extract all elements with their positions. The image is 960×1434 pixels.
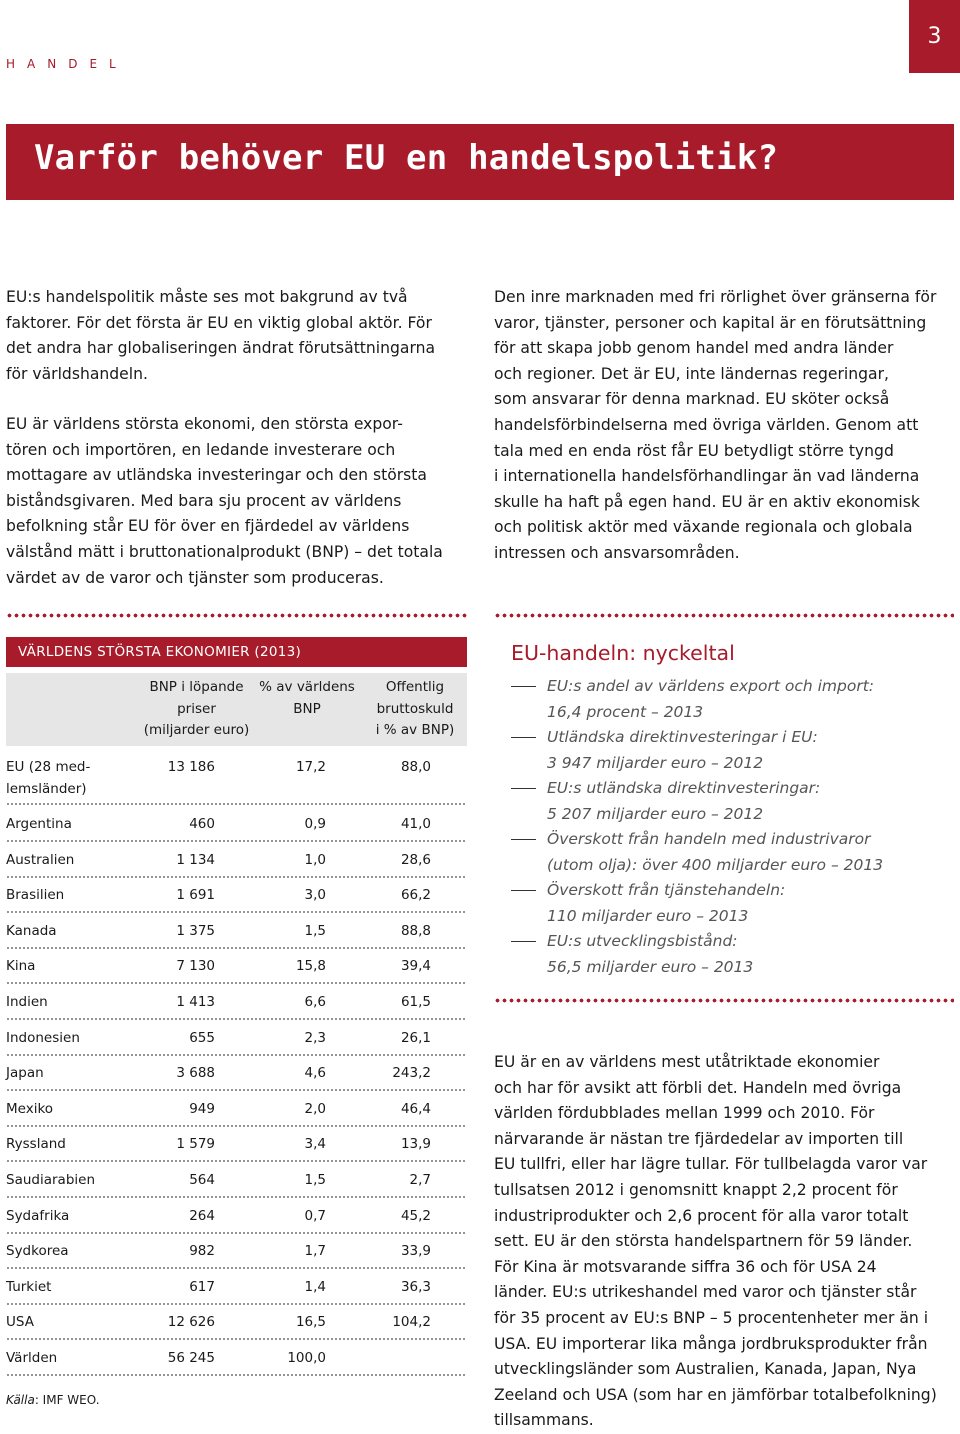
share-value: 15,8 <box>295 958 326 975</box>
title-banner <box>6 124 954 200</box>
text-line: tören och importören, en ledande investerare och <box>6 440 396 459</box>
keyfigure-item <box>511 674 951 725</box>
debt-value: 104,2 <box>392 1314 431 1331</box>
country-name <box>6 1170 95 1192</box>
source-value: : IMF WEO. <box>34 1393 100 1407</box>
country-name <box>6 1312 34 1334</box>
text-line: tullsatsen 2012 i genomsnitt knappt 2,2 procent för <box>494 1180 898 1199</box>
text-line: och regioner. Det är EU, inte ländernas regeringar, <box>494 364 889 383</box>
gdp-value: 56 245 <box>167 1350 215 1366</box>
row-divider <box>6 1125 467 1127</box>
country-name <box>6 1063 44 1085</box>
debt-value: 61,5 <box>400 994 431 1010</box>
gdp-value: 617 <box>189 1278 215 1295</box>
table-source <box>6 1393 100 1407</box>
country-name-line: Ryssland <box>6 1136 66 1153</box>
text-line: och har för avsikt att förbli det. Handeln med övriga <box>494 1078 902 1097</box>
text-line: i internationella handelsförhandlingar än vad länderna <box>494 467 920 486</box>
debt-value: 33,9 <box>400 1243 431 1260</box>
share-value: 2,0 <box>304 1100 326 1117</box>
debt-value: 2,7 <box>409 1172 431 1188</box>
share-value: 3,4 <box>304 1136 326 1153</box>
header-line: % av världens <box>259 679 355 695</box>
gdp-value: 3 688 <box>176 1065 215 1082</box>
country-name-line: Kina <box>6 958 36 975</box>
share-value: 1,4 <box>304 1278 326 1295</box>
country-name <box>6 1277 51 1299</box>
keyfigure-value: 16,4 procent – 2013 <box>547 702 704 721</box>
keyfigure-value: 3 947 miljarder euro – 2012 <box>547 753 764 772</box>
dash-icon <box>511 890 536 891</box>
keyfigure-item <box>511 929 951 980</box>
share-value: 16,5 <box>295 1314 326 1331</box>
keyfigure-value: 5 207 miljarder euro – 2012 <box>547 804 764 823</box>
keyfigure-item <box>511 776 951 827</box>
dash-icon <box>511 737 536 738</box>
country-name-line: Indien <box>6 994 48 1010</box>
row-divider <box>6 1338 467 1340</box>
share-value: 1,7 <box>304 1243 326 1260</box>
keyfigures-list <box>511 674 951 980</box>
gdp-value: 1 579 <box>176 1136 215 1153</box>
gdp-value: 12 626 <box>167 1314 215 1331</box>
keyfigure-value: 110 miljarder euro – 2013 <box>547 906 749 925</box>
dash-icon <box>511 788 536 789</box>
header-line: BNP <box>293 700 321 717</box>
text-line: värdet av de varor och tjänster som produceras. <box>6 568 384 587</box>
gdp-value: 982 <box>189 1243 215 1260</box>
debt-value: 243,2 <box>392 1065 431 1082</box>
row-divider <box>6 1089 467 1091</box>
debt-value: 28,6 <box>400 851 431 868</box>
share-value: 4,6 <box>304 1065 326 1082</box>
gdp-value: 655 <box>189 1029 215 1046</box>
section-label: HANDEL <box>6 57 128 71</box>
dash-icon <box>511 941 536 942</box>
text-line: EU tullfri, eller har lägre tullar. För tullbelagda varor var <box>494 1155 928 1174</box>
share-value: 100,0 <box>287 1350 326 1366</box>
row-divider <box>6 947 467 949</box>
text-line: Zeeland och USA (som har en jämförbar totalbefolkning) <box>494 1385 937 1404</box>
country-name <box>6 1206 69 1228</box>
text-line: som ansvarar för denna marknad. EU sköter också <box>494 390 890 409</box>
right-p2 <box>494 1050 954 1434</box>
text-line: utvecklingsländer som Australien, Kanada, Japan, Nya <box>494 1360 917 1379</box>
debt-value: 13,9 <box>400 1136 431 1153</box>
keyfigure-label: Överskott från handeln med industrivaror <box>547 830 871 848</box>
row-divider <box>6 1054 467 1056</box>
row-divider <box>6 1160 467 1162</box>
table-header-gdp <box>142 673 251 746</box>
country-name <box>6 757 90 800</box>
dotted-divider <box>494 998 954 1003</box>
share-value: 0,7 <box>304 1207 326 1224</box>
page-number: 3 <box>909 0 960 73</box>
country-name <box>6 956 35 978</box>
text-line: länder. EU:s utrikeshandel med varor och tjänster står <box>494 1283 917 1302</box>
keyfigure-label: EU:s utländska direktinvesteringar: <box>547 779 821 797</box>
gdp-value: 1 134 <box>176 851 215 868</box>
row-divider <box>6 1267 467 1269</box>
country-name <box>6 885 64 907</box>
text-line: EU är en av världens mest utåtriktade ekonomier <box>494 1053 880 1071</box>
right-p1 <box>494 285 954 567</box>
share-value: 1,0 <box>304 851 326 868</box>
share-value: 6,6 <box>304 994 326 1010</box>
debt-value: 88,0 <box>400 759 431 775</box>
gdp-value: 1 691 <box>176 887 215 904</box>
row-divider <box>6 1232 467 1234</box>
debt-value: 88,8 <box>400 922 431 939</box>
text-line: världen fördubblades mellan 1999 och 2010. För <box>494 1104 875 1123</box>
text-line: tala med en enda röst får EU betydligt större tyngd <box>494 441 894 460</box>
country-name-line: USA <box>6 1314 34 1331</box>
keyfigure-label: EU:s utvecklingsbistånd: <box>547 932 738 950</box>
country-name-line: lemsländer) <box>6 780 87 797</box>
text-line: för att skapa jobb genom handel med andra länder <box>494 339 894 358</box>
left-paragraph-2 <box>6 412 468 591</box>
country-name-line: Australien <box>6 851 75 868</box>
country-name-line: EU (28 med- <box>6 759 91 775</box>
country-name <box>6 1348 57 1370</box>
header-line: Offentlig <box>385 679 445 695</box>
text-line: och politisk aktör med växande regionala och globala <box>494 518 913 537</box>
share-value: 1,5 <box>304 1172 326 1188</box>
text-line: För Kina är motsvarande siffra 36 och för USA 24 <box>494 1257 877 1276</box>
text-line: för 35 procent av EU:s BNP – 5 procentenheter mer än i <box>494 1308 929 1327</box>
keyfigure-item <box>511 827 951 878</box>
text-line: skulle ha haft på egen hand. EU är en aktiv ekonomisk <box>494 492 920 511</box>
country-name-line: Kanada <box>6 922 57 939</box>
country-name <box>6 1099 53 1121</box>
country-name-line: Sydafrika <box>6 1207 70 1224</box>
row-divider <box>6 1374 467 1376</box>
text-line: varor, tjänster, personer och kapital är en förutsättning <box>494 313 927 332</box>
debt-value: 39,4 <box>400 958 431 975</box>
row-divider <box>6 803 467 805</box>
dotted-divider <box>6 613 467 618</box>
right-paragraph-2 <box>494 1050 954 1434</box>
keyfigure-label: Utländska direktinvesteringar i EU: <box>547 728 818 746</box>
text-line: mottagare av utländska investeringar och den största <box>6 466 427 485</box>
keyfigure-item <box>511 878 951 929</box>
country-name <box>6 1241 69 1263</box>
keyfigure-value: (utom olja): över 400 miljarder euro – 2013 <box>547 855 884 874</box>
country-name-line: Världen <box>6 1350 58 1366</box>
header-line: priser <box>177 700 216 717</box>
dotted-divider <box>494 613 954 618</box>
source-label: Källa <box>6 1393 35 1407</box>
share-value: 1,5 <box>304 922 326 939</box>
text-line: handelsförbindelserna med övriga världen. Genom att <box>494 415 919 434</box>
country-name-line: Brasilien <box>6 887 65 904</box>
country-name-line: Mexiko <box>6 1100 54 1117</box>
text-line: biståndsgivaren. Med bara sju procent av världens <box>6 491 402 510</box>
text-line: USA. EU importerar lika många jordbruksprodukter från <box>494 1334 928 1353</box>
keyfigures-title: EU-handeln: nyckeltal <box>511 641 735 665</box>
gdp-value: 264 <box>189 1207 215 1224</box>
text-line: tillsammans. <box>494 1411 594 1430</box>
text-line: Den inre marknaden med fri rörlighet över gränserna för <box>494 288 937 306</box>
left-p2 <box>6 412 468 591</box>
header-line: BNP i löpande <box>149 679 244 695</box>
country-name-line: Japan <box>6 1065 44 1082</box>
text-line: faktorer. För det första är EU en viktig global aktör. För <box>6 313 432 332</box>
country-name-line: Indonesien <box>6 1029 80 1046</box>
dash-icon <box>511 839 536 840</box>
table-header-debt <box>363 673 467 746</box>
left-p1 <box>6 285 468 387</box>
right-paragraph-1 <box>494 285 954 567</box>
dash-icon <box>511 686 536 687</box>
gdp-value: 460 <box>189 816 215 832</box>
text-line: för världshandeln. <box>6 364 148 383</box>
left-paragraph-1 <box>6 285 468 387</box>
share-value: 17,2 <box>295 759 326 775</box>
gdp-value: 7 130 <box>176 958 215 975</box>
row-divider <box>6 840 467 842</box>
text-line: industriprodukter och 2,6 procent för alla varor totalt <box>494 1206 909 1225</box>
header-line: bruttoskuld <box>376 700 454 717</box>
gdp-value: 1 413 <box>176 994 215 1010</box>
table-title: VÄRLDENS STÖRSTA EKONOMIER (2013) <box>6 637 467 667</box>
row-divider <box>6 982 467 984</box>
keyfigure-label: EU:s andel av världens export och import: <box>547 677 875 695</box>
text-line: det andra har globaliseringen ändrat förutsättningarna <box>6 339 436 358</box>
row-divider <box>6 876 467 878</box>
text-line: närvarande är nästan tre fjärdedelar av importen till <box>494 1129 904 1148</box>
header-line: i % av BNP) <box>375 722 455 738</box>
country-name-line: Sydkorea <box>6 1243 69 1260</box>
header-line: (miljarder euro) <box>143 722 250 738</box>
text-line: välstånd mätt i bruttonationalprodukt (BNP) – det totala <box>6 542 443 561</box>
debt-value: 45,2 <box>400 1207 431 1224</box>
text-line: EU:s handelspolitik måste ses mot bakgrund av två <box>6 288 408 306</box>
text-line: befolkning står EU för över en fjärdedel av världens <box>6 517 410 536</box>
country-name-line: Argentina <box>6 816 72 832</box>
row-divider <box>6 1196 467 1198</box>
share-value: 0,9 <box>304 816 326 832</box>
gdp-value: 1 375 <box>176 922 215 939</box>
gdp-value: 13 186 <box>167 759 215 775</box>
page-title: Varför behöver EU en handelspolitik? <box>34 138 779 178</box>
row-divider <box>6 911 467 913</box>
text-line: intressen och ansvarsområden. <box>494 543 740 562</box>
share-value: 2,3 <box>304 1029 326 1046</box>
country-name <box>6 814 72 836</box>
debt-value: 46,4 <box>400 1100 431 1117</box>
table-header-share <box>251 673 363 746</box>
debt-value: 41,0 <box>400 816 431 832</box>
country-name <box>6 1134 66 1156</box>
share-value: 3,0 <box>304 887 326 904</box>
keyfigure-item <box>511 725 951 776</box>
country-name <box>6 992 48 1014</box>
debt-value: 66,2 <box>400 887 431 904</box>
text-line: sett. EU är den största handelspartnern för 59 länder. <box>494 1232 913 1251</box>
row-divider <box>6 1303 467 1305</box>
gdp-value: 564 <box>189 1172 215 1188</box>
debt-value: 26,1 <box>400 1029 431 1046</box>
country-name-line: Saudiarabien <box>6 1172 95 1188</box>
gdp-value: 949 <box>189 1100 215 1117</box>
country-name <box>6 1028 80 1050</box>
text-line: EU är världens största ekonomi, den största expor- <box>6 415 403 433</box>
debt-value: 36,3 <box>400 1278 431 1295</box>
country-name <box>6 850 74 872</box>
keyfigure-label: Överskott från tjänstehandeln: <box>547 881 786 899</box>
country-name <box>6 921 57 943</box>
country-name-line: Turkiet <box>6 1278 52 1295</box>
table-header-corner <box>6 673 142 746</box>
keyfigure-value: 56,5 miljarder euro – 2013 <box>547 957 754 976</box>
row-divider <box>6 1018 467 1020</box>
